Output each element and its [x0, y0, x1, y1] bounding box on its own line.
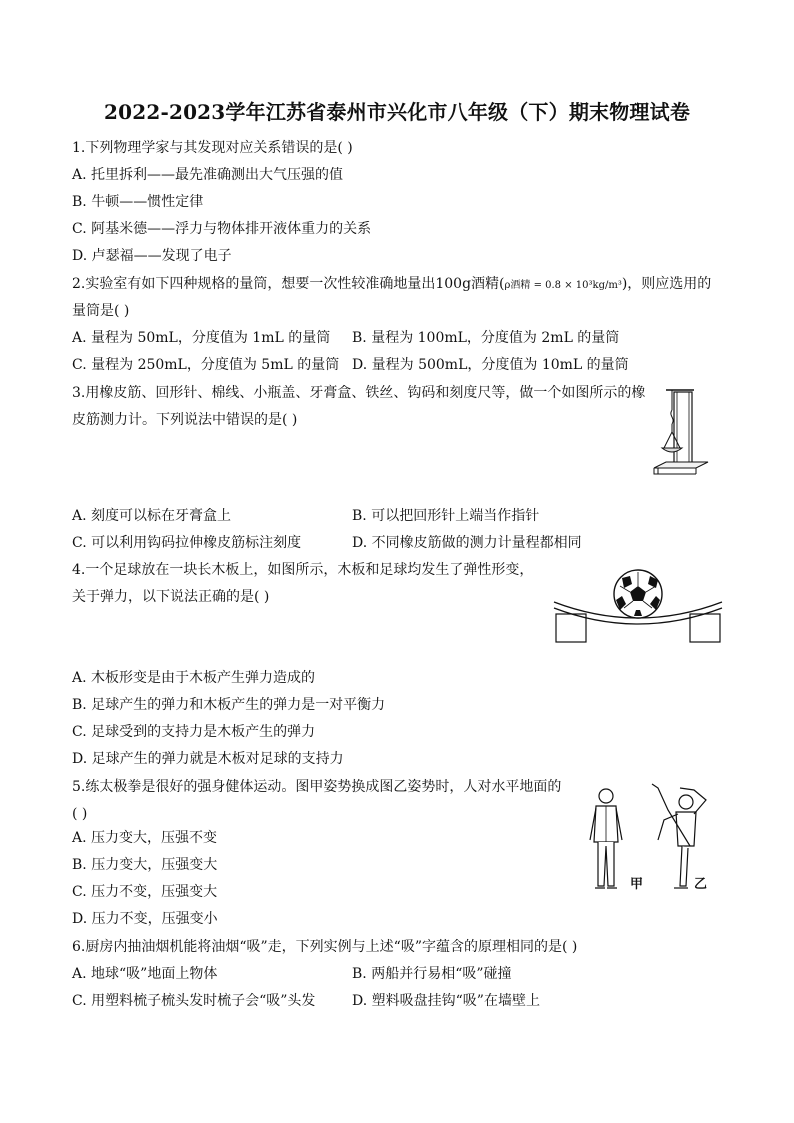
q4-option-a: A. 木板形变是由于木板产生弹力造成的	[72, 670, 316, 686]
q5-option-c: C. 压力不变，压强变大	[72, 884, 218, 900]
q2-option-a: A. 量程为 50mL，分度值为 1mL 的量筒	[72, 330, 331, 346]
q2-option-c: C. 量程为 250mL，分度值为 5mL 的量筒	[72, 357, 340, 373]
q2-stem-line1	[72, 275, 711, 295]
q5-option-b: B. 压力变大，压强变大	[72, 857, 218, 873]
q3-option-b: B. 可以把回形针上端当作指针	[352, 508, 540, 524]
q6-option-a: A. 地球“吸”地面上物体	[72, 966, 218, 982]
q5-option-a: A. 压力变大，压强不变	[72, 830, 218, 846]
q4-stem-line1: 4.一个足球放在一块长木板上，如图所示，木板和足球均发生了弹性形变，	[72, 562, 534, 578]
q5-stem-line1: 5.练太极拳是很好的强身健体运动。图甲姿势换成图乙姿势时，人对水平地面的	[72, 779, 562, 795]
q1-option-a: A. 托里拆利——最先准确测出大气压强的值	[72, 167, 344, 183]
q1-option-b: B. 牛顿——惯性定律	[72, 194, 204, 210]
q3-stem-line2: 皮筋测力计。下列说法中错误的是( )	[72, 412, 298, 428]
q4-option-d: D. 足球产生的弹力就是木板对足球的支持力	[72, 751, 344, 767]
q1-stem: 1.下列物理学家与其发现对应关系错误的是( )	[72, 140, 353, 156]
q3-option-d: D. 不同橡皮筋做的测力计量程都相同	[352, 535, 582, 551]
q2-stem-line2: 量筒是( )	[72, 303, 130, 319]
q4-option-b: B. 足球产生的弹力和木板产生的弹力是一对平衡力	[72, 697, 386, 713]
football-on-board-figure	[552, 566, 724, 646]
q1-option-d: D. 卢瑟福——发现了电子	[72, 248, 232, 264]
q3-option-c: C. 可以利用钩码拉伸橡皮筋标注刻度	[72, 535, 302, 551]
q3-stem-line1: 3.用橡皮筋、回形针、棉线、小瓶盖、牙膏盒、铁丝、钩码和刻度尺等，做一个如图所示的橡	[72, 385, 646, 401]
q6-option-d: D. 塑料吸盘挂钩“吸”在墙壁上	[352, 993, 540, 1009]
q6-option-b: B. 两船并行易相“吸”碰撞	[352, 966, 512, 982]
q2-option-d: D. 量程为 500mL，分度值为 10mL 的量筒	[352, 357, 629, 373]
exam-title: 2022-2023学年江苏省泰州市兴化市八年级（下）期末物理试卷	[103, 100, 691, 124]
figure-label-jia: 甲	[630, 877, 644, 892]
q3-option-a: A. 刻度可以标在牙膏盒上	[72, 508, 232, 524]
q4-stem-line2: 关于弹力，以下说法正确的是( )	[72, 589, 270, 605]
rubber-band-dynamometer-figure	[652, 388, 710, 478]
q2-density-value: = 0.8 × 10³kg/m³	[530, 280, 622, 291]
q5-stem-line2: ( )	[72, 806, 88, 822]
figure-label-yi: 乙	[694, 877, 708, 892]
q2-stem-prefix: 2.实验室有如下四种规格的量筒，想要一次性较准确地量出100g酒精(	[72, 276, 505, 292]
q5-option-d: D. 压力不变，压强变小	[72, 911, 218, 927]
q6-option-c: C. 用塑料梳子梳头发时梳子会“吸”头发	[72, 993, 316, 1009]
q4-option-c: C. 足球受到的支持力是木板产生的弹力	[72, 724, 316, 740]
q2-density-symbol: ρ酒精	[504, 280, 531, 291]
q1-option-c: C. 阿基米德——浮力与物体排开液体重力的关系	[72, 221, 372, 237]
q6-stem: 6.厨房内抽油烟机能将油烟“吸”走，下列实例与上述“吸”字蕴含的原理相同的是( )	[72, 939, 578, 955]
q2-option-b: B. 量程为 100mL，分度值为 2mL 的量筒	[352, 330, 620, 346]
q2-stem-suffix: )，则应选用的	[621, 276, 712, 292]
